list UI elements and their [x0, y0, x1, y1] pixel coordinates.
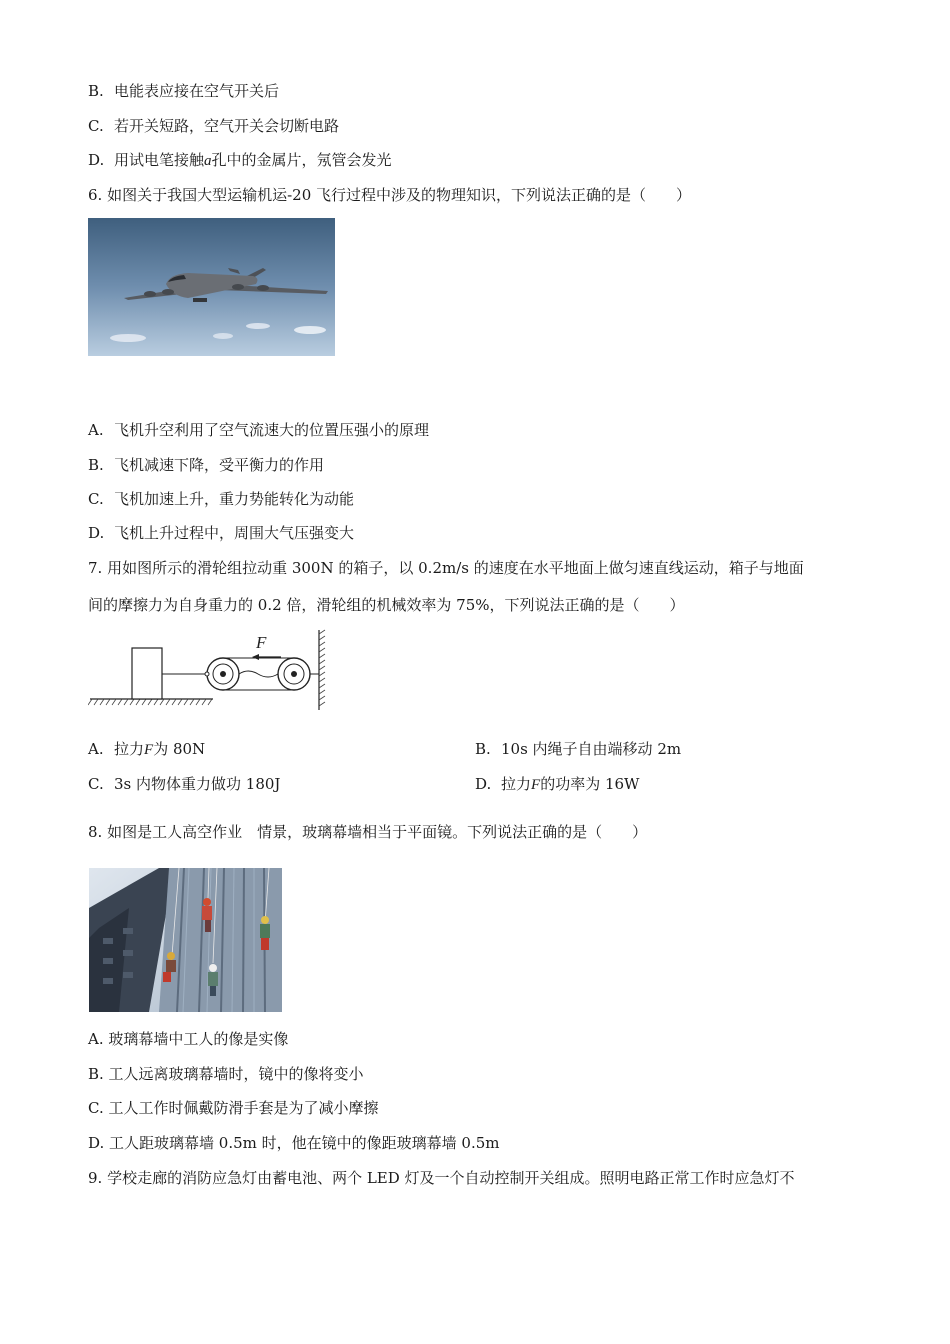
q5-option-b: B. 电能表应接在空气开关后: [88, 82, 280, 100]
q6-option-a: A. 飞机升空利用了空气流速大的位置压强小的原理: [88, 421, 430, 439]
q8-option-b: B. 工人远离玻璃幕墙时，镜中的像将变小: [88, 1065, 364, 1083]
q6-stem: 6. 如图关于我国大型运输机运-20 飞行过程中涉及的物理知识，下列说法正确的是（ ）: [88, 186, 692, 204]
pulley-diagram: [88, 628, 333, 714]
q6-option-b: B. 飞机减速下降，受平衡力的作用: [88, 456, 325, 474]
q6-option-d: D. 飞机上升过程中，周围大气压强变大: [88, 524, 355, 542]
workers-photo: [89, 868, 282, 1012]
force-label: F: [256, 633, 267, 652]
q7-stem-line1: 7. 用如图所示的滑轮组拉动重 300N 的箱子，以 0.2m/s 的速度在水平地面上做匀速直线运动，箱子与地面: [88, 559, 804, 577]
q8-option-a: A. 玻璃幕墙中工人的像是实像: [88, 1030, 289, 1048]
airplane-photo: [88, 218, 335, 356]
q8-option-d: D. 工人距玻璃幕墙 0.5m 时，他在镜中的像距玻璃幕墙 0.5m: [88, 1134, 500, 1152]
q7-option-b: B. 10s 内绳子自由端移动 2m: [475, 740, 682, 758]
q6-option-c: C. 飞机加速上升，重力势能转化为动能: [88, 490, 355, 508]
q8-option-c: C. 工人工作时佩戴防滑手套是为了减小摩擦: [88, 1099, 379, 1117]
q5-option-d: D. 用试电笔接触a孔中的金属片，氖管会发光: [88, 151, 392, 169]
q7-option-a: A. 拉力F为 80N: [88, 740, 206, 758]
q8-stem: 8. 如图是工人高空作业 情景，玻璃幕墙相当于平面镜。下列说法正确的是（ ）: [88, 823, 648, 841]
q9-stem: 9. 学校走廊的消防应急灯由蓄电池、两个 LED 灯及一个自动控制开关组成。照明电路正常工作时应急灯不: [88, 1169, 795, 1187]
q7-stem-line2: 间的摩擦力为自身重力的 0.2 倍，滑轮组的机械效率为 75%，下列说法正确的是（ ）: [88, 596, 685, 614]
q7-option-c: C. 3s 内物体重力做功 180J: [88, 775, 281, 793]
q5-option-c: C. 若开关短路，空气开关会切断电路: [88, 117, 340, 135]
q7-option-d: D. 拉力F的功率为 16W: [475, 775, 640, 793]
